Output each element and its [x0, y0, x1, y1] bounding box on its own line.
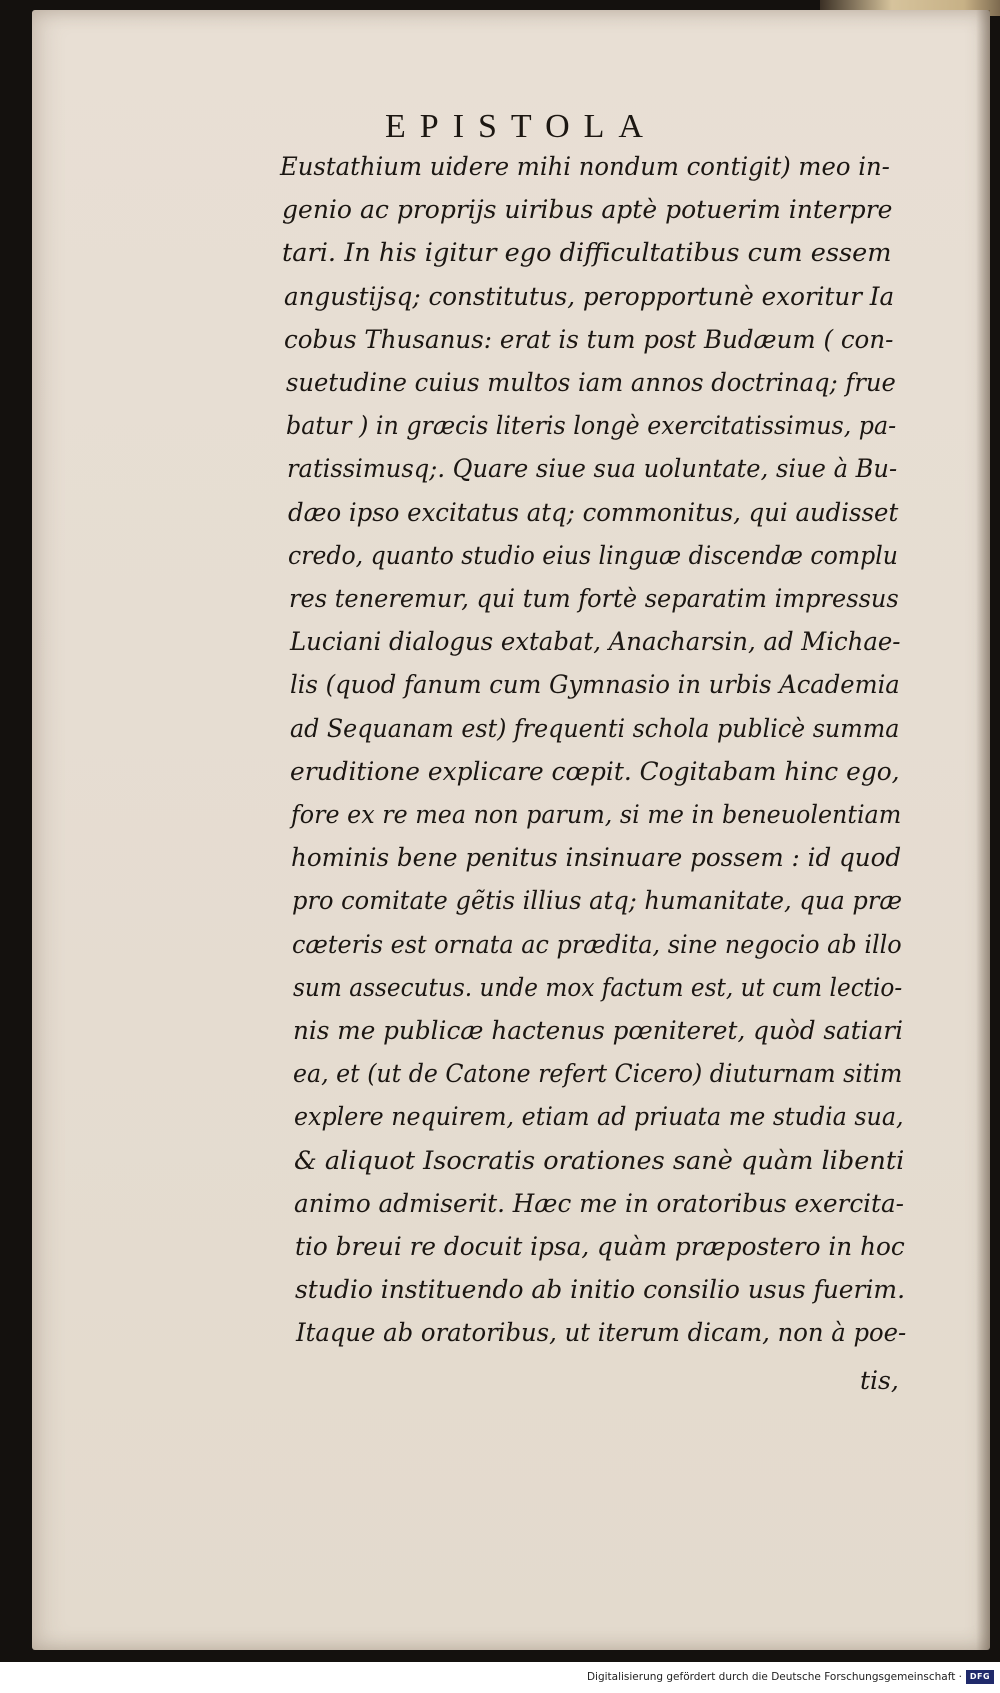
dfg-logo: DFG [966, 1670, 994, 1684]
text-line: sum assecutus. unde mox factum est, ut cum lectio- [293, 972, 903, 1003]
text-line: studio instituendo ab initio consilio usus fuerim. [295, 1275, 906, 1306]
footer-bar [0, 1662, 1000, 1693]
text-line: cæteris est ornata ac prædita, sine negocio ab illo [292, 929, 902, 960]
text-line: & aliquot Isocratis orationes sanè quàm libenti [294, 1145, 905, 1176]
text-line: hominis bene penitus insinuare possem : id quod [291, 843, 902, 874]
text-line: explere nequirem, etiam ad priuata me studia sua, [294, 1102, 904, 1133]
text-line: animo admiserit. Hæc me in oratoribus exercita- [294, 1188, 904, 1219]
text-line: res teneremur, qui tum fortè separatim impressus [289, 584, 899, 614]
text-line: ea, et (ut de Catone refert Cicero) diuturnam sitim [293, 1059, 903, 1090]
text-line: tari. In his igitur ego difficultatibus cum essem [282, 238, 892, 269]
text-line: tio breui re docuit ipsa, quàm præpostero in hoc [295, 1232, 905, 1262]
text-line: Eustathium uidere mihi nondum contigit) meo in- [280, 152, 890, 182]
text-line: Itaque ab oratoribus, ut iterum dicam, non à poe- [296, 1318, 907, 1349]
text-line: eruditione explicare cœpit. Cogitabam hinc ego, [290, 756, 900, 787]
text-line: dæo ipso excitatus atq; commonitus, qui audisset [288, 497, 899, 528]
catchword: tis, [860, 1365, 899, 1395]
text-line: cobus Thusanus: erat is tum post Budæum ( con- [284, 324, 894, 355]
text-line: pro comitate gẽtis illius atq; humanitate, qua præ [292, 886, 903, 917]
page-gutter-shadow [976, 10, 990, 1650]
funding-credit: Digitalisierung gefördert durch die Deutsche Forschungsgemeinschaft · [586, 1671, 962, 1683]
text-line: nis me publicæ hactenus pœniteret, quòd satiari [293, 1016, 903, 1046]
text-line: ratissimusq;. Quare siue sua uoluntate, siue à Bu- [287, 454, 898, 485]
text-line: genio ac proprijs uiribus aptè potuerim interpre [282, 195, 893, 226]
text-line: angustijsq; constitutus, peropportunè exoritur Ia [284, 281, 895, 312]
running-head: EPISTOLA [385, 108, 657, 145]
text-line: ad Sequanam est) frequenti schola publicè summa [290, 713, 900, 744]
text-line: fore ex re mea non parum, si me in beneuolentiam [291, 800, 902, 830]
text-line: credo, quanto studio eius linguæ discendæ complu [288, 540, 898, 571]
text-line: suetudine cuius multos iam annos doctrinaq; frue [286, 368, 896, 398]
text-line: lis (quod fanum cum Gymnasio in urbis Academia [290, 670, 900, 701]
text-line: Luciani dialogus extabat, Anacharsin, ad Michae- [290, 627, 901, 658]
text-line: batur ) in græcis literis longè exercitatissimus, pa- [286, 411, 897, 442]
